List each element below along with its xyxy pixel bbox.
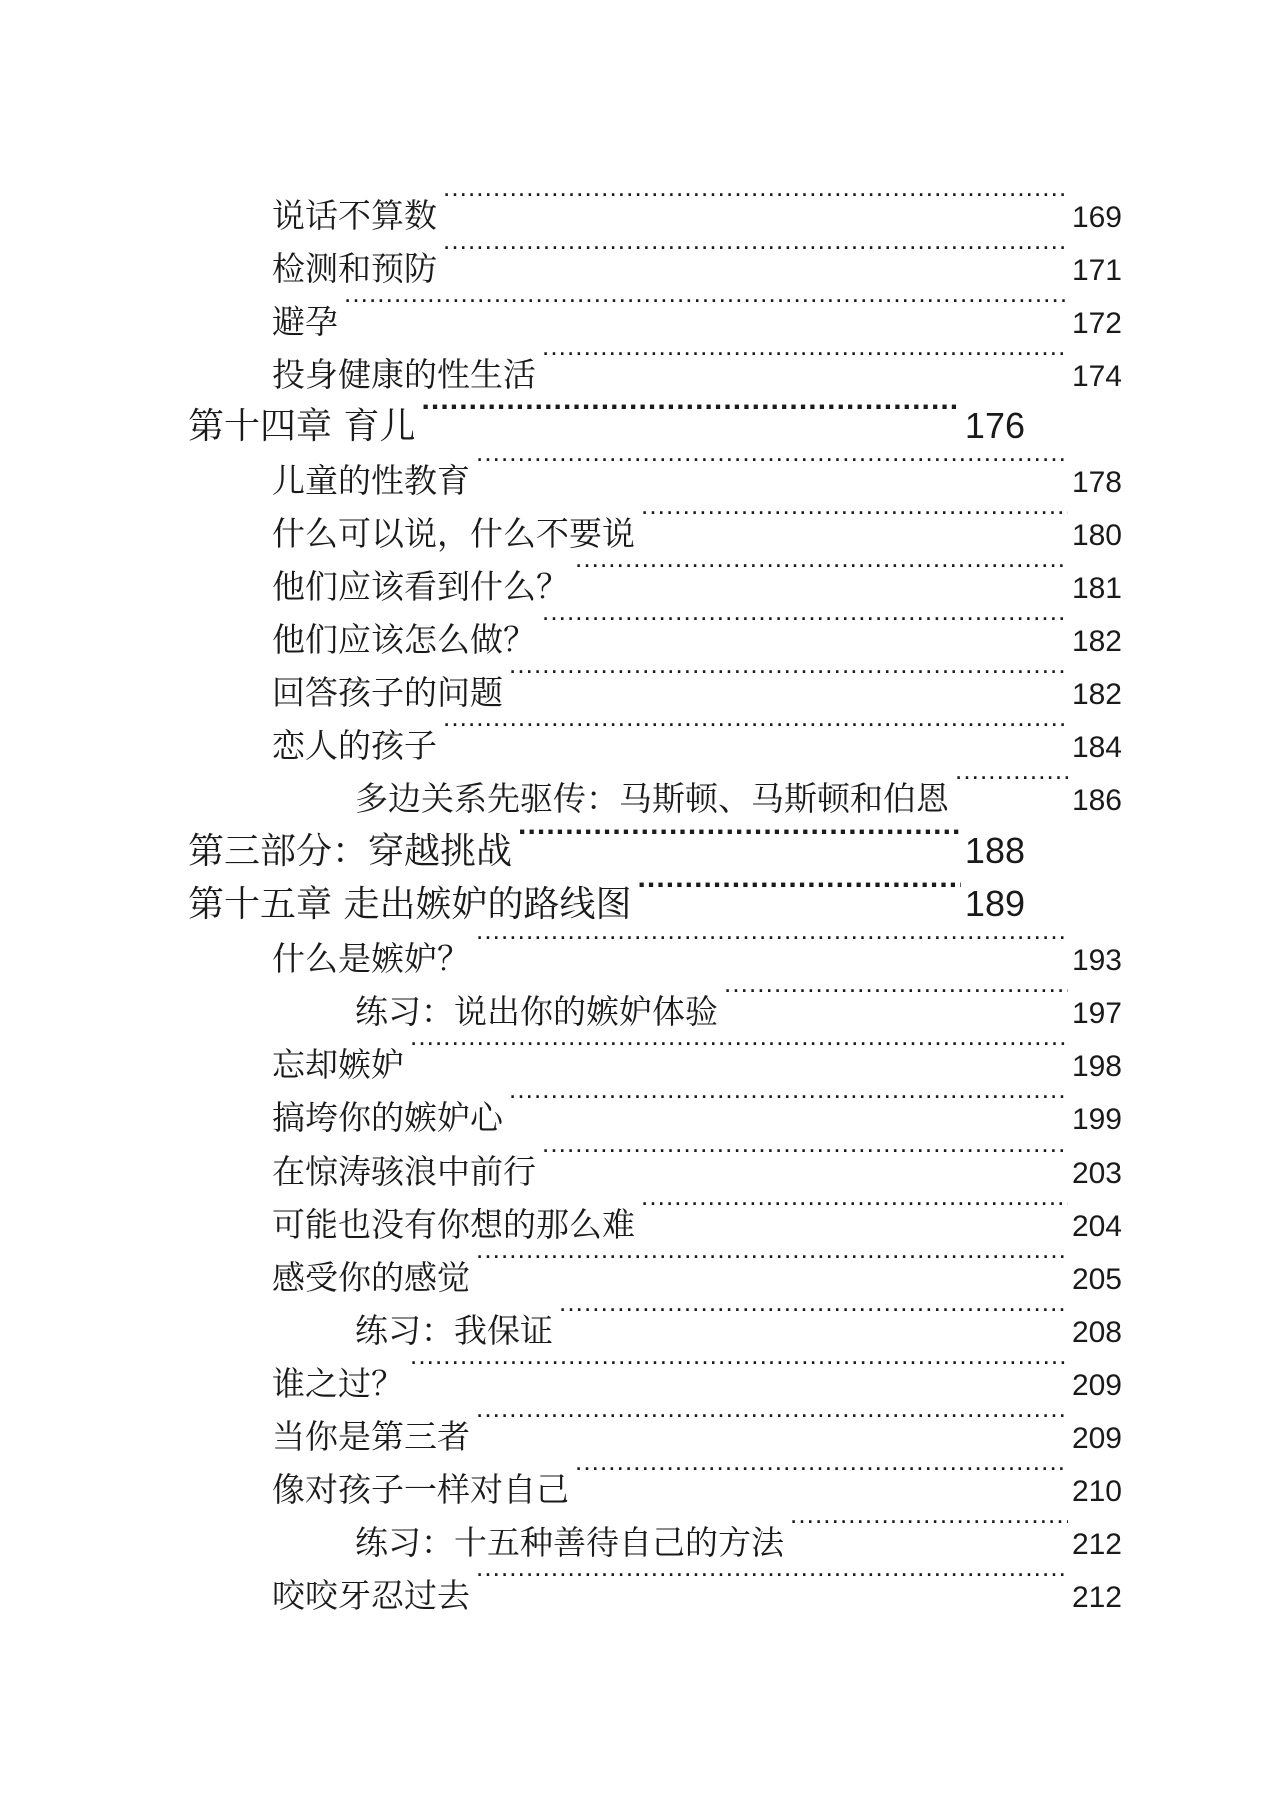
toc-entry-title: 像对孩子一样对自己	[272, 1470, 569, 1509]
toc-entry-page: 181	[1071, 572, 1122, 605]
dot-leader	[518, 810, 961, 863]
toc-entry-title: 什么是嫉妒？	[272, 939, 470, 978]
toc-entry-title: 感受你的感觉	[272, 1258, 470, 1297]
dot-leader	[542, 333, 1068, 386]
dot-leader	[476, 1554, 1068, 1607]
toc-entry-title: 第十四章 育儿	[188, 406, 416, 447]
toc-entry-title: 搞垮你的嫉妒心	[272, 1098, 503, 1137]
toc-entry	[272, 492, 1122, 553]
toc-entry-page: 212	[1071, 1581, 1122, 1614]
dot-leader	[344, 280, 1068, 333]
toc-entry	[272, 1448, 1122, 1509]
dot-leader	[559, 1289, 1068, 1342]
toc-entry-title: 谁之过？	[272, 1364, 404, 1403]
toc-entry	[272, 704, 1122, 765]
toc-entry-title: 恋人的孩子	[272, 726, 437, 765]
toc-entry-page: 174	[1071, 360, 1122, 393]
toc-subentry	[355, 1501, 1122, 1562]
dot-leader	[641, 492, 1068, 545]
toc-entry	[272, 598, 1122, 659]
toc-subentry	[355, 757, 1122, 818]
toc-entry-page: 172	[1071, 307, 1122, 340]
toc-entry-page: 205	[1071, 1263, 1122, 1296]
toc-entry-title: 可能也没有你想的那么难	[272, 1205, 635, 1244]
toc-subentry	[355, 970, 1122, 1031]
toc-entry-page: 212	[1071, 1528, 1122, 1561]
toc-entry-page: 210	[1071, 1475, 1122, 1508]
toc-entry-title: 检测和预防	[272, 249, 437, 288]
toc-chapter-entry	[188, 385, 1025, 447]
toc-entry	[272, 333, 1122, 394]
toc-entry-page: 178	[1071, 466, 1122, 499]
toc-entry	[272, 280, 1122, 341]
toc-entry-title: 他们应该看到什么？	[272, 567, 569, 606]
toc-entry-page: 204	[1071, 1210, 1122, 1243]
dot-leader	[509, 1076, 1068, 1129]
toc-entry	[272, 1076, 1122, 1137]
toc-entry-page: 176	[964, 405, 1025, 446]
dot-leader	[421, 385, 960, 438]
toc-entry-title: 多边关系先驱传：马斯顿、马斯顿和伯恩	[355, 779, 949, 818]
toc-entry-page: 171	[1071, 254, 1122, 287]
toc-entry-title: 咬咬牙忍过去	[272, 1576, 470, 1615]
dot-leader	[476, 1236, 1068, 1289]
dot-leader	[575, 545, 1068, 598]
dot-leader	[410, 1023, 1068, 1076]
toc-entry-page: 193	[1071, 944, 1122, 977]
dot-leader	[410, 1342, 1068, 1395]
toc-entry-page: 209	[1071, 1422, 1122, 1455]
toc-entry-title: 他们应该怎么做？	[272, 620, 536, 659]
toc-entry-page: 182	[1071, 625, 1122, 658]
dot-leader	[724, 970, 1068, 1023]
toc-entry-page: 209	[1071, 1369, 1122, 1402]
toc-entry-page: 169	[1071, 201, 1122, 234]
toc-entry-title: 说话不算数	[272, 196, 437, 235]
dot-leader	[637, 863, 960, 916]
toc-entry-title: 练习：我保证	[355, 1311, 553, 1350]
toc-entry-title: 当你是第三者	[272, 1417, 470, 1456]
dot-leader	[542, 1130, 1068, 1183]
toc-entry	[272, 1342, 1122, 1403]
toc-entry-page: 198	[1071, 1050, 1122, 1083]
dot-leader	[955, 757, 1068, 810]
dot-leader	[509, 651, 1068, 704]
toc-entry-title: 儿童的性教育	[272, 461, 470, 500]
toc-entry-page: 180	[1071, 519, 1122, 552]
toc-entry-page: 188	[964, 830, 1025, 871]
dot-leader	[476, 917, 1068, 970]
toc-entry-page: 203	[1071, 1157, 1122, 1190]
toc-entry	[272, 227, 1122, 288]
toc-entry-page: 208	[1071, 1316, 1122, 1349]
toc-entry-page: 197	[1071, 997, 1122, 1030]
toc-entry	[272, 651, 1122, 712]
toc-entry-title: 练习：十五种善待自己的方法	[355, 1523, 784, 1562]
toc-entry	[272, 439, 1122, 500]
dot-leader	[443, 227, 1068, 280]
toc-entry	[272, 1554, 1122, 1615]
toc-part-entry	[188, 810, 1025, 872]
toc-entry-title: 练习：说出你的嫉妒体验	[355, 992, 718, 1031]
dot-leader	[476, 439, 1068, 492]
toc-entry	[272, 174, 1122, 235]
toc-subentry	[355, 1289, 1122, 1350]
toc-entry-page: 186	[1071, 784, 1122, 817]
toc-entry-title: 投身健康的性生活	[272, 355, 536, 394]
toc-entry	[272, 1236, 1122, 1297]
toc-entry-page: 184	[1071, 731, 1122, 764]
dot-leader	[790, 1501, 1068, 1554]
toc-entry-title: 回答孩子的问题	[272, 673, 503, 712]
toc-entry-title: 在惊涛骇浪中前行	[272, 1152, 536, 1191]
toc-entry	[272, 545, 1122, 606]
dot-leader	[443, 704, 1068, 757]
toc-entry-title: 什么可以说，什么不要说	[272, 514, 635, 553]
toc-entry	[272, 1183, 1122, 1244]
toc-entry-title: 忘却嫉妒	[272, 1045, 404, 1084]
toc-entry-page: 182	[1071, 678, 1122, 711]
toc-entry	[272, 1023, 1122, 1084]
toc-entry-page: 189	[964, 883, 1025, 924]
toc-entry-page: 199	[1071, 1103, 1122, 1136]
toc-entry	[272, 917, 1122, 978]
dot-leader	[575, 1448, 1068, 1501]
toc-entry-title: 避孕	[272, 302, 338, 341]
dot-leader	[476, 1395, 1068, 1448]
dot-leader	[542, 598, 1068, 651]
dot-leader	[641, 1183, 1068, 1236]
dot-leader	[443, 174, 1068, 227]
toc-entry	[272, 1395, 1122, 1456]
toc-chapter-entry	[188, 863, 1025, 925]
toc-entry-title: 第十五章 走出嫉妒的路线图	[188, 884, 632, 925]
toc-entry-title: 第三部分：穿越挑战	[188, 831, 513, 872]
toc-entry	[272, 1130, 1122, 1191]
